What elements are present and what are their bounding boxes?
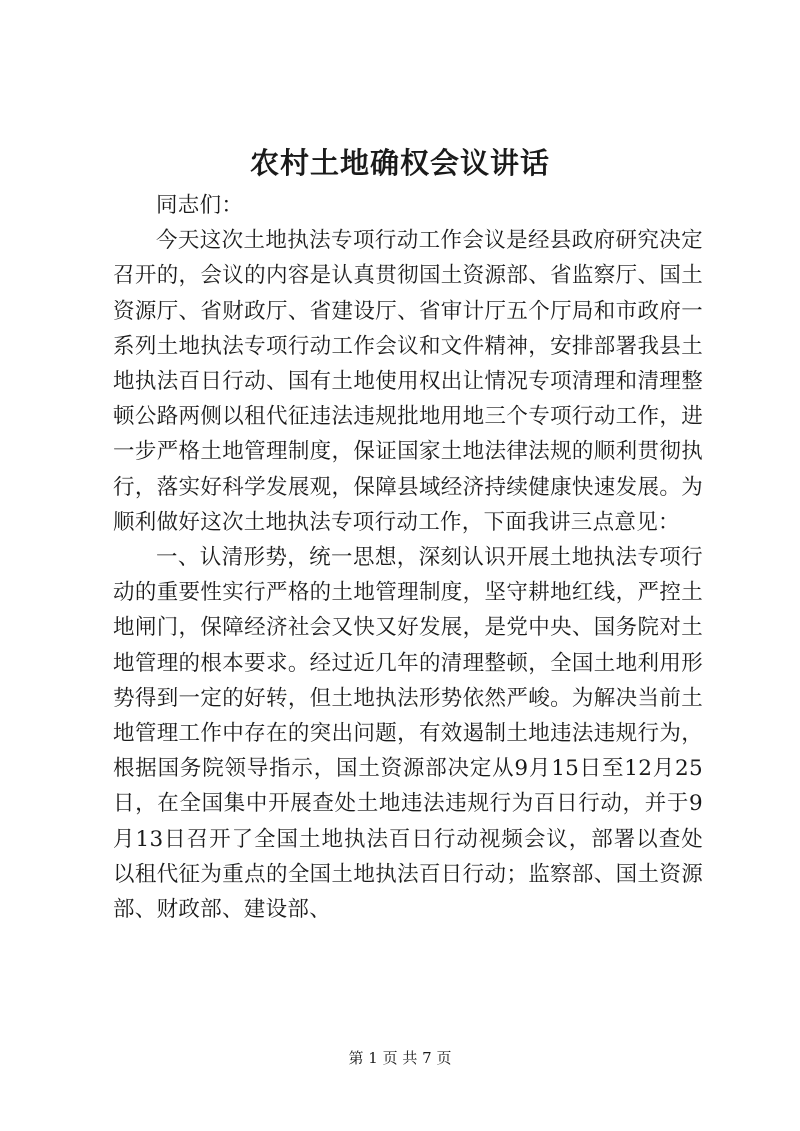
document-title: 农村土地确权会议讲话 [249,146,550,180]
paragraph-intro: 今天这次土地执法专项行动工作会议是经县政府研究决定召开的，会议的内容是认真贯彻国土资源部、省监察厅、国土资源厅、省财政厅、省建设厅、省审计厅五个厅局和市政府一系列土地执法专项行动工作会议和文件精神，安排部署我县土地执法百日行动、国有土地使用权出让情况专项清理和清理整顿公路两侧以租代征违法违规批地用地三个专项行动工作，进一步严格土地管理制度，保证国家土地法律法规的顺利贯彻执行，落实好科学发展观，保障县域经济持续健康快速发展。为顺利做好这次土地执法专项行动工作，下面我讲三点意见： [113,228,703,535]
paragraph-section-one: 一、认清形势，统一思想，深刻认识开展土地执法专项行动的重要性实行严格的土地管理制度，坚守耕地红线，严控土地闸门，保障经济社会又快又好发展，是党中央、国务院对土地管理的根本要求。经过近几年的清理整顿，全国土地利用形势得到一定的好转，但土地执法形势依然严峻。为解决当前土地管理工作中存在的突出问题，有效遏制土地违法违规行为，根据国务院领导指示，国土资源部决定从9月15日至12月25日，在全国集中开展查处土地违法违规行为百日行动，并于9月13日召开了全国土地执法百日行动视频会议，部署以查处以租代征为重点的全国土地执法百日行动；监察部、国土资源部、财政部、建设部、 [113,545,703,923]
salutation: 同志们： [156,193,244,218]
document-body [113,188,703,927]
page-number-footer: 第 1 页 共 7 页 [348,1049,452,1067]
